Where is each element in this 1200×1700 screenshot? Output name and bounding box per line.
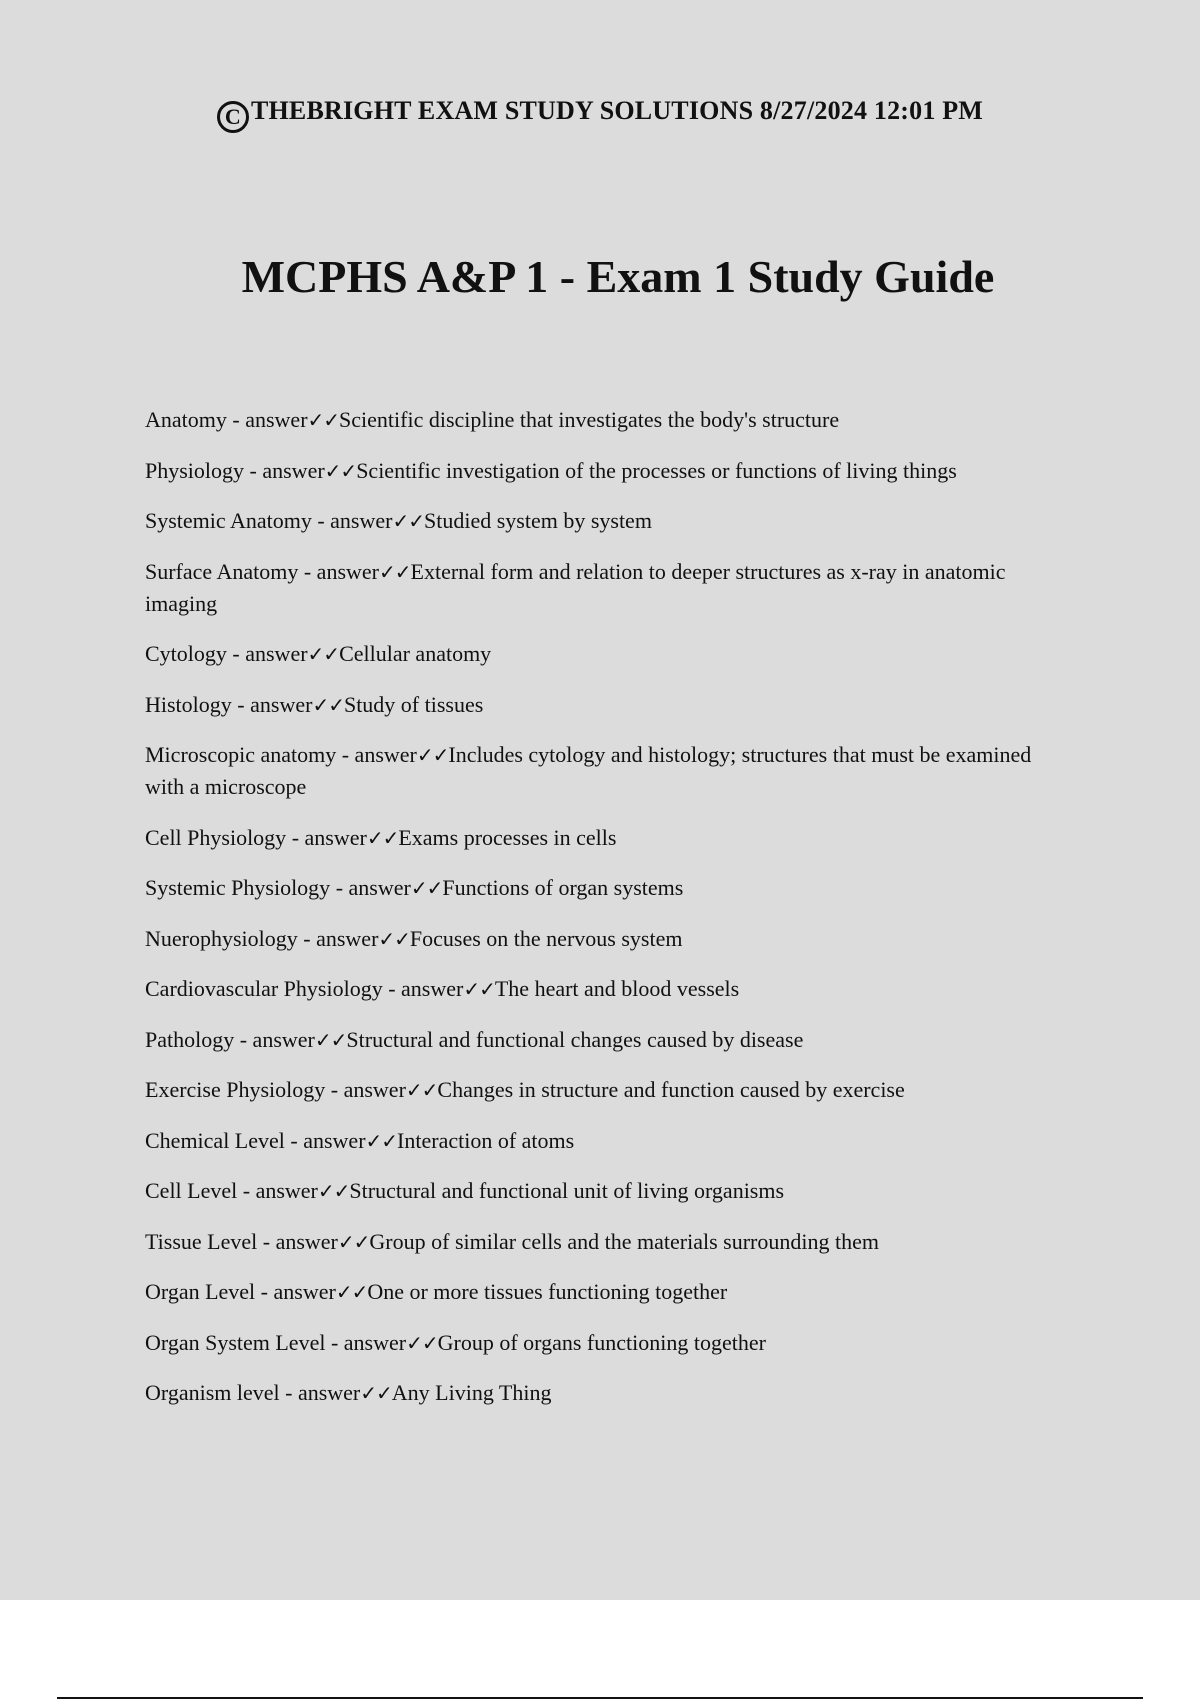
entry-term: Cardiovascular Physiology (145, 976, 383, 1001)
list-item (145, 1074, 1050, 1106)
list-item (145, 1024, 1050, 1056)
entry-definition: Group of similar cells and the materials surrounding them (369, 1228, 879, 1254)
list-item (145, 1226, 1050, 1258)
list-item (145, 638, 1050, 670)
entry-term: Tissue Level (145, 1228, 258, 1254)
list-item (145, 1327, 1050, 1359)
entry-term: Organism level (145, 1380, 280, 1405)
entry-term: Physiology (145, 457, 245, 483)
entry-definition: Changes in structure and function caused by exercise (437, 1077, 905, 1102)
list-item (145, 1125, 1050, 1157)
checkmark-icon: ✓✓ (324, 458, 357, 483)
entry-definition: Group of organs functioning together (437, 1329, 766, 1355)
entry-separator: - answer (382, 976, 464, 1001)
entry-separator: - answer (330, 875, 411, 900)
checkmark-icon: ✓✓ (317, 1179, 350, 1203)
entry-definition: Structural and functional changes caused by disease (346, 1026, 804, 1052)
entry-separator: - answer (325, 1329, 407, 1355)
checkmark-icon: ✓✓ (335, 1280, 368, 1304)
entry-term: Systemic Physiology (145, 875, 331, 900)
entry-separator: - answer (234, 1026, 315, 1052)
entry-definition: Scientific discipline that investigates the body's structure (339, 407, 840, 432)
checkmark-icon: ✓✓ (378, 926, 410, 951)
entry-term: Microscopic anatomy (145, 742, 337, 767)
page-header (0, 96, 1200, 133)
entry-definition: Scientific investigation of the processes or functions of living things (356, 457, 957, 483)
checkmark-icon: ✓✓ (307, 408, 340, 432)
entry-term: Nuerophysiology (145, 925, 298, 951)
checkmark-icon: ✓✓ (360, 1381, 392, 1405)
entry-term: Anatomy (145, 407, 227, 432)
entry-definition: Exams processes in cells (398, 824, 617, 850)
entry-definition: Structural and functional unit of living organisms (349, 1178, 785, 1203)
checkmark-icon: ✓✓ (365, 1128, 398, 1153)
entry-definition: External form and relation to deeper structures as x-ray in anatomic imaging (145, 558, 1006, 616)
checkmark-icon: ✓✓ (405, 1078, 438, 1102)
list-item (145, 404, 1050, 436)
entry-separator: - answer (231, 691, 313, 717)
checkmark-icon: ✓✓ (392, 509, 424, 533)
list-item (145, 1175, 1050, 1207)
entry-term: Organ System Level (145, 1329, 326, 1355)
entry-definition: Studied system by system (423, 508, 652, 533)
study-guide-list (145, 404, 1050, 1428)
entry-separator: - answer (244, 457, 325, 483)
entry-term: Chemical Level (145, 1127, 285, 1153)
page-title: MCPHS A&P 1 - Exam 1 Study Guide (241, 251, 995, 302)
entry-separator: - answer (237, 1178, 318, 1203)
entry-separator: - answer (279, 1380, 361, 1405)
list-item (145, 455, 1050, 487)
entry-separator: - answer (226, 407, 308, 432)
entry-definition: Any Living Thing (391, 1380, 552, 1405)
entry-separator: - answer (311, 508, 393, 533)
entry-separator: - answer (286, 824, 367, 850)
checkmark-icon: ✓✓ (307, 642, 340, 666)
list-item (145, 1276, 1050, 1308)
entry-term: Histology (145, 691, 232, 717)
header-text: THEBRIGHT EXAM STUDY SOLUTIONS 8/27/2024 12:01 PM (250, 96, 984, 125)
list-item (145, 872, 1050, 904)
list-item (145, 689, 1050, 721)
list-item (145, 739, 1050, 803)
entry-definition: Focuses on the nervous system (409, 925, 683, 951)
entry-definition: Functions of organ systems (442, 875, 684, 900)
list-item (145, 822, 1050, 854)
checkmark-icon: ✓✓ (410, 876, 443, 900)
entry-definition: Study of tissues (343, 691, 484, 717)
list-item (145, 923, 1050, 955)
entry-definition: Interaction of atoms (397, 1127, 575, 1153)
entry-separator: - answer (325, 1077, 406, 1102)
entry-term: Organ Level (145, 1279, 256, 1304)
entry-term: Cytology (145, 641, 227, 666)
entry-separator: - answer (297, 925, 379, 951)
entry-separator: - answer (257, 1228, 338, 1254)
entry-term: Cell Level (145, 1178, 238, 1203)
entry-term: Exercise Physiology (145, 1077, 326, 1102)
entry-separator: - answer (226, 641, 308, 666)
entry-term: Systemic Anatomy (145, 508, 312, 533)
entry-separator: - answer (298, 558, 379, 584)
list-item (145, 1377, 1050, 1409)
entry-term: Cell Physiology (145, 824, 287, 850)
checkmark-icon: ✓✓ (366, 825, 399, 850)
entry-separator: - answer (284, 1127, 366, 1153)
entry-definition: Cellular anatomy (339, 641, 492, 666)
list-item (145, 505, 1050, 537)
entry-term: Pathology (145, 1026, 235, 1052)
entry-separator: - answer (255, 1279, 336, 1304)
footer-divider (57, 1697, 1143, 1699)
checkmark-icon: ✓✓ (312, 692, 344, 717)
entry-term: Surface Anatomy (145, 558, 299, 584)
list-item (145, 556, 1050, 620)
checkmark-icon: ✓✓ (406, 1330, 438, 1355)
copyright-icon: C (217, 101, 249, 133)
checkmark-icon: ✓✓ (314, 1027, 347, 1052)
entry-separator: - answer (336, 742, 417, 767)
checkmark-icon: ✓✓ (337, 1229, 370, 1254)
entry-definition: Includes cytology and histology; structures that must be examined with a microscope (145, 742, 1032, 799)
checkmark-icon: ✓✓ (463, 977, 495, 1001)
entry-definition: The heart and blood vessels (494, 976, 740, 1001)
checkmark-icon: ✓✓ (379, 559, 411, 584)
list-item (145, 973, 1050, 1005)
entry-definition: One or more tissues functioning together (367, 1279, 728, 1304)
checkmark-icon: ✓✓ (416, 743, 449, 767)
